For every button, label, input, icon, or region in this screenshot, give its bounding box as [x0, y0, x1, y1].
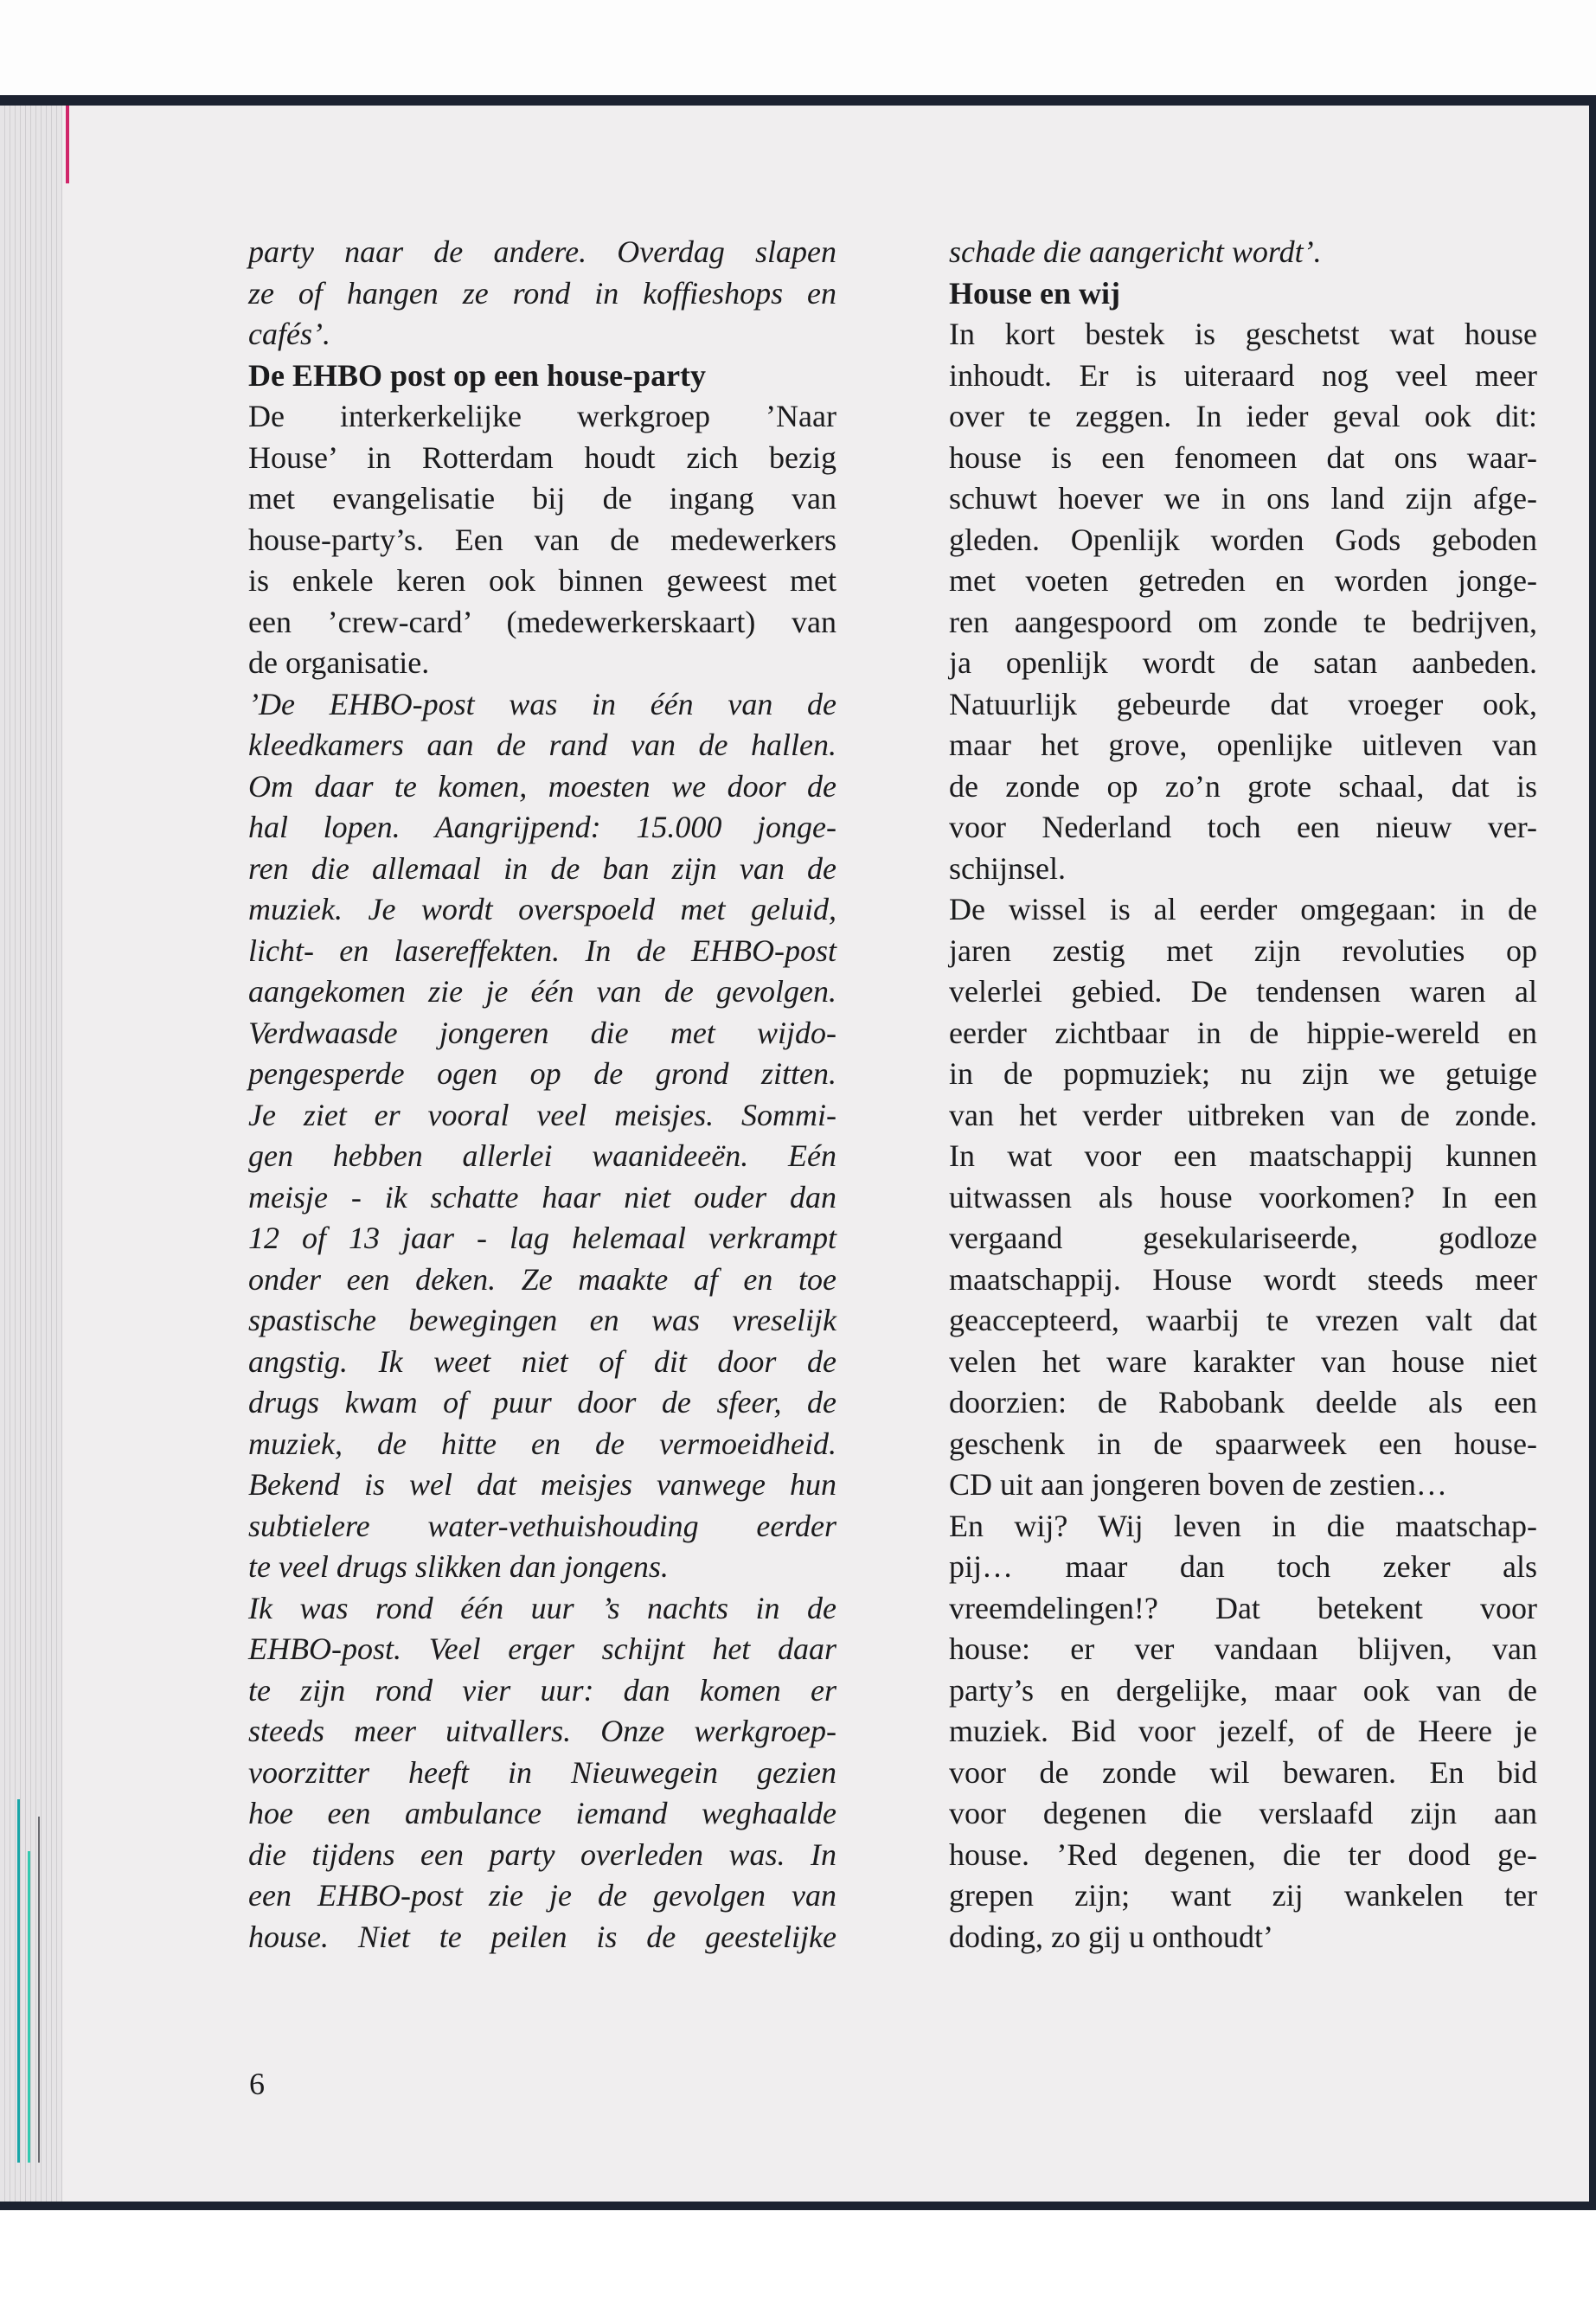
- text-line: in de popmuziek; nu zijn we getuige: [949, 1056, 1537, 1091]
- text-line: House’ in Rotterdam houdt zich bezig: [248, 439, 836, 475]
- page-edge-red-marker: [66, 106, 69, 183]
- section-heading: De EHBO post op een house-party: [248, 357, 707, 393]
- text-line: ’De EHBO-post was in één van de: [248, 686, 836, 721]
- text-line: In kort bestek is geschetst wat house: [949, 317, 1537, 351]
- text-line: met evangelisatie bij de ingang van: [248, 481, 836, 516]
- text-line: inhoudt. Er is uiteraard nog veel meer: [949, 357, 1537, 393]
- text-line: aangekomen zie je één van de gevolgen.: [248, 974, 836, 1009]
- text-line: CD uit aan jongeren boven de zestien…: [949, 1467, 1447, 1502]
- text-line: pengesperde ogen op de grond zitten.: [248, 1056, 836, 1091]
- text-line: onder een deken. Ze maakte af en toe: [248, 1261, 836, 1297]
- text-line: ren die allemaal in de ban zijn van de: [248, 850, 836, 886]
- text-line: house is een fenomeen dat ons waar-: [949, 439, 1537, 475]
- text-line: De wissel is al eerder omgegaan: in de: [949, 892, 1537, 926]
- text-line: licht- en lasereffekten. In de EHBO-post: [248, 933, 836, 968]
- text-line: house. Niet te peilen is de geestelijke: [248, 1919, 836, 1954]
- text-line: kleedkamers aan de rand van de hallen.: [248, 727, 836, 762]
- text-line: hal lopen. Aangrijpend: 15.000 jonge-: [248, 810, 836, 844]
- text-line: Om daar te komen, moesten we door de: [248, 768, 836, 804]
- text-line: house-party’s. Een van de medewerkers: [248, 522, 836, 557]
- scan-background: [0, 0, 1596, 95]
- text-line: eerder zichtbaar in de hippie-wereld en: [949, 1015, 1537, 1050]
- text-line: een EHBO-post zie je de gevolgen van: [248, 1878, 836, 1913]
- text-line: En wij? Wij leven in die maatschap-: [949, 1508, 1537, 1543]
- text-line: De interkerkelijke werkgroep ’Naar: [248, 399, 836, 433]
- text-line: velen het ware karakter van house niet: [949, 1343, 1537, 1379]
- text-line: de organisatie.: [248, 645, 430, 680]
- text-line: doding, zo gij u onthoudt’: [949, 1919, 1273, 1954]
- page-right-shadow: [1589, 95, 1596, 2210]
- text-line: die tijdens een party overleden was. In: [248, 1836, 836, 1872]
- text-line: met voeten getreden en worden jonge-: [949, 563, 1537, 598]
- text-line: drugs kwam of puur door de sfeer, de: [248, 1385, 836, 1420]
- page-bottom-shadow: [0, 2202, 1596, 2210]
- text-line: 12 of 13 jaar - lag helemaal verkrampt: [248, 1221, 836, 1255]
- text-line: house. ’Red degenen, die ter dood ge-: [949, 1836, 1537, 1872]
- text-line: angstig. Ik weet niet of dit door de: [248, 1343, 836, 1379]
- left-text-column: [248, 232, 836, 1958]
- text-line: muziek. Je wordt overspoeld met geluid,: [248, 892, 836, 926]
- text-line: meisje - ik schatte haar niet ouder dan: [248, 1179, 836, 1215]
- text-line: party naar de andere. Overdag slapen: [248, 234, 836, 269]
- text-line: steeds meer uitvallers. Onze werkgroep-: [248, 1714, 836, 1748]
- text-line: gen hebben allerlei waanideeën. Eén: [248, 1138, 836, 1173]
- text-line: grepen zijn; want zij wankelen ter: [949, 1878, 1537, 1913]
- text-line: velerlei gebied. De tendensen waren al: [949, 974, 1537, 1009]
- text-line: schade die aangericht wordt’.: [949, 234, 1322, 269]
- section-heading: House en wij: [949, 275, 1120, 311]
- text-line: te veel drugs slikken dan jongens.: [248, 1549, 669, 1584]
- text-line: Je ziet er vooral veel meisjes. Sommi-: [248, 1097, 836, 1132]
- text-line: spastische bewegingen en was vreselijk: [248, 1303, 836, 1337]
- text-line: een ’crew-card’ (medewerkerskaart) van: [248, 604, 836, 639]
- text-line: ze of hangen ze rond in koffieshops en: [248, 275, 836, 311]
- text-line: over te zeggen. In ieder geval ook dit:: [949, 399, 1537, 433]
- stacked-page-edges: [0, 106, 62, 2202]
- text-line: pij… maar dan toch zeker als: [949, 1549, 1537, 1584]
- text-line: de zonde op zo’n grote schaal, dat is: [949, 768, 1537, 804]
- text-line: jaren zestig met zijn revoluties op: [949, 933, 1537, 968]
- text-line: Ik was rond één uur ’s nachts in de: [248, 1590, 836, 1625]
- page-edge-dark-marker: [38, 1817, 40, 2163]
- text-line: Bekend is wel dat meisjes vanwege hun: [248, 1467, 836, 1502]
- text-line: gleden. Openlijk worden Gods geboden: [949, 522, 1537, 557]
- text-line: geaccepteerd, waarbij te vrezen valt dat: [949, 1303, 1537, 1337]
- text-line: van het verder uitbreken van de zonde.: [949, 1097, 1537, 1132]
- text-line: schuwt hoever we in ons land zijn afge-: [949, 481, 1537, 516]
- text-line: ja openlijk wordt de satan aanbeden.: [949, 645, 1537, 680]
- text-line: is enkele keren ook binnen geweest met: [248, 563, 836, 598]
- text-line: te zijn rond vier uur: dan komen er: [248, 1672, 836, 1708]
- text-line: schijnsel.: [949, 850, 1066, 886]
- page-edge-teal-marker: [28, 1851, 30, 2163]
- text-line: voor Nederland toch een nieuw ver-: [949, 810, 1537, 844]
- text-line: vergaand gesekulariseerde, godloze: [949, 1221, 1537, 1255]
- text-line: house: er ver vandaan blijven, van: [949, 1631, 1537, 1666]
- text-line: Verdwaasde jongeren die met wijdo-: [248, 1015, 836, 1050]
- text-line: vreemdelingen!? Dat betekent voor: [949, 1590, 1537, 1625]
- text-line: geschenk in de spaarweek een house-: [949, 1426, 1537, 1461]
- text-line: subtielere water-vethuishouding eerder: [248, 1508, 836, 1543]
- page-number: 6: [249, 2067, 265, 2101]
- text-line: hoe een ambulance iemand weghaalde: [248, 1796, 836, 1830]
- text-line: In wat voor een maatschappij kunnen: [949, 1138, 1537, 1173]
- text-line: maatschappij. House wordt steeds meer: [949, 1261, 1537, 1297]
- right-text-column: [949, 232, 1537, 1958]
- text-line: EHBO-post. Veel erger schijnt het daar: [248, 1631, 836, 1666]
- text-line: party’s en dergelijke, maar ook van de: [949, 1672, 1537, 1708]
- text-line: muziek. Bid voor jezelf, of de Heere je: [949, 1714, 1537, 1748]
- page-edge-blue-marker: [17, 1799, 20, 2163]
- text-line: voorzitter heeft in Nieuwegein gezien: [248, 1754, 836, 1790]
- text-line: ren aangespoord om zonde te bedrijven,: [949, 604, 1537, 639]
- text-line: Natuurlijk gebeurde dat vroeger ook,: [949, 686, 1537, 721]
- text-line: voor de zonde wil bewaren. En bid: [949, 1754, 1537, 1790]
- text-line: maar het grove, openlijke uitleven van: [949, 727, 1537, 762]
- text-line: cafés’.: [248, 317, 330, 351]
- text-line: voor degenen die verslaafd zijn aan: [949, 1796, 1537, 1830]
- text-line: doorzien: de Rabobank deelde als een: [949, 1385, 1537, 1420]
- text-line: uitwassen als house voorkomen? In een: [949, 1179, 1537, 1215]
- page-top-shadow: [0, 95, 1596, 106]
- text-line: muziek, de hitte en de vermoeidheid.: [248, 1426, 836, 1461]
